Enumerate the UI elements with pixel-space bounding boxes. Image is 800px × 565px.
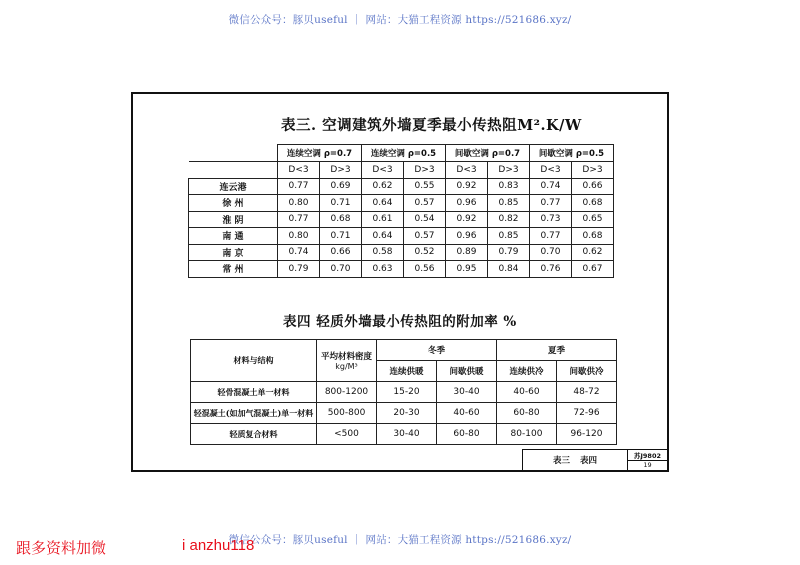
table-row <box>191 403 617 424</box>
city-cell: 连云港 <box>189 178 278 195</box>
value-cell: 0.85 <box>488 195 530 212</box>
value-cell: 0.62 <box>362 178 404 195</box>
subheader-cell: 间歇供冷 <box>557 361 617 382</box>
value-cell: 0.74 <box>278 244 320 261</box>
subheader-cell: 连续供冷 <box>497 361 557 382</box>
table-row <box>189 178 614 195</box>
value-cell: 0.68 <box>320 211 362 228</box>
value-cell: 0.64 <box>362 195 404 212</box>
table3-subheader: D<3 <box>530 162 572 179</box>
table-row <box>189 261 614 278</box>
table-row <box>191 382 617 403</box>
value-cell: 15-20 <box>377 382 437 403</box>
value-cell: 0.66 <box>320 244 362 261</box>
value-cell: 60-80 <box>497 403 557 424</box>
table-row <box>189 195 614 212</box>
table3-group-header: 间歇空调 ρ=0.5 <box>530 145 614 162</box>
density-cell: 500-800 <box>317 403 377 424</box>
value-cell: 80-100 <box>497 424 557 445</box>
value-cell: 0.80 <box>278 195 320 212</box>
table3-subheader: D<3 <box>362 162 404 179</box>
value-cell: 0.74 <box>530 178 572 195</box>
density-label: 平均材料密度 <box>320 352 372 362</box>
value-cell: 0.79 <box>278 261 320 278</box>
city-cell: 常 州 <box>189 261 278 278</box>
value-cell: 0.63 <box>362 261 404 278</box>
value-cell: 48-72 <box>557 382 617 403</box>
value-cell: 0.54 <box>404 211 446 228</box>
title-block-labels <box>523 450 628 470</box>
value-cell: 0.70 <box>530 244 572 261</box>
value-cell: 0.92 <box>446 178 488 195</box>
value-cell: 0.69 <box>320 178 362 195</box>
value-cell: 0.80 <box>278 228 320 245</box>
value-cell: 30-40 <box>377 424 437 445</box>
table-row <box>189 244 614 261</box>
value-cell: 0.84 <box>488 261 530 278</box>
table3-group-header: 间歇空调 ρ=0.7 <box>446 145 530 162</box>
value-cell: 0.77 <box>278 178 320 195</box>
table-row <box>189 228 614 245</box>
value-cell: 0.77 <box>278 211 320 228</box>
density-cell: 800-1200 <box>317 382 377 403</box>
value-cell: 96-120 <box>557 424 617 445</box>
value-cell: 0.61 <box>362 211 404 228</box>
city-cell: 淮 阴 <box>189 211 278 228</box>
value-cell: 20-30 <box>377 403 437 424</box>
city-cell: 南 京 <box>189 244 278 261</box>
contact-id: i anzhu118 <box>182 537 255 554</box>
value-cell: 0.96 <box>446 195 488 212</box>
value-cell: 0.67 <box>572 261 614 278</box>
material-cell: 轻质复合材料 <box>191 424 317 445</box>
value-cell: 0.64 <box>362 228 404 245</box>
table4 <box>190 339 617 445</box>
table4-title: 表四 轻质外墙最小传热阻的附加率 % <box>283 314 517 330</box>
value-cell: 0.85 <box>488 228 530 245</box>
table-row <box>189 211 614 228</box>
title-block-label: 表三 <box>552 456 570 466</box>
title-block <box>522 449 667 470</box>
table3-corner <box>189 145 278 162</box>
table3-title: 表三. 空调建筑外墙夏季最小传热阻M².K/W <box>281 117 582 134</box>
value-cell: 40-60 <box>497 382 557 403</box>
summer-header: 夏季 <box>497 340 617 361</box>
value-cell: 0.56 <box>404 261 446 278</box>
density-header <box>317 340 377 382</box>
value-cell: 0.76 <box>530 261 572 278</box>
value-cell: 0.57 <box>404 195 446 212</box>
value-cell: 0.57 <box>404 228 446 245</box>
value-cell: 72-96 <box>557 403 617 424</box>
value-cell: 0.55 <box>404 178 446 195</box>
density-cell: <500 <box>317 424 377 445</box>
table3-subheader: D>3 <box>320 162 362 179</box>
value-cell: 0.77 <box>530 195 572 212</box>
winter-header: 冬季 <box>377 340 497 361</box>
value-cell: 0.96 <box>446 228 488 245</box>
table3 <box>188 144 614 278</box>
drawing-sheet <box>131 92 669 472</box>
value-cell: 0.71 <box>320 228 362 245</box>
value-cell: 0.71 <box>320 195 362 212</box>
value-cell: 0.95 <box>446 261 488 278</box>
contact-note: 跟多资料加微 <box>16 539 107 557</box>
title-block-label: 表四 <box>580 456 598 466</box>
value-cell: 0.52 <box>404 244 446 261</box>
value-cell: 0.89 <box>446 244 488 261</box>
subheader-cell: 间歇供暖 <box>437 361 497 382</box>
watermark-bottom: 微信公众号：豚贝useful ｜ 网站：大猫工程资源 https://521686.xyz/ <box>228 534 572 546</box>
material-header: 材料与结构 <box>191 340 317 382</box>
city-cell: 南 通 <box>189 228 278 245</box>
table3-subheader: D<3 <box>278 162 320 179</box>
density-unit: kg/M³ <box>335 362 358 371</box>
value-cell: 0.77 <box>530 228 572 245</box>
material-cell: 轻骨混凝土单一材料 <box>191 382 317 403</box>
value-cell: 0.58 <box>362 244 404 261</box>
value-cell: 0.83 <box>488 178 530 195</box>
table3-group-header: 连续空调 ρ=0.5 <box>362 145 446 162</box>
table3-subheader: D>3 <box>404 162 446 179</box>
table-row <box>191 424 617 445</box>
value-cell: 60-80 <box>437 424 497 445</box>
page-number: 19 <box>643 461 652 469</box>
value-cell: 0.62 <box>572 244 614 261</box>
table3-subheader: D>3 <box>572 162 614 179</box>
value-cell: 0.82 <box>488 211 530 228</box>
value-cell: 0.68 <box>572 195 614 212</box>
value-cell: 0.73 <box>530 211 572 228</box>
subheader-cell: 连续供暖 <box>377 361 437 382</box>
table3-subheader: D<3 <box>446 162 488 179</box>
table3-corner <box>189 162 278 179</box>
value-cell: 40-60 <box>437 403 497 424</box>
value-cell: 0.70 <box>320 261 362 278</box>
value-cell: 0.79 <box>488 244 530 261</box>
drawing-code: 苏J9802 <box>628 450 667 461</box>
value-cell: 0.66 <box>572 178 614 195</box>
value-cell: 0.65 <box>572 211 614 228</box>
value-cell: 0.68 <box>572 228 614 245</box>
watermark-top: 微信公众号：豚贝useful ｜ 网站：大猫工程资源 https://521686.xyz/ <box>228 14 572 26</box>
table3-group-header: 连续空调 ρ=0.7 <box>278 145 362 162</box>
value-cell: 0.92 <box>446 211 488 228</box>
value-cell: 30-40 <box>437 382 497 403</box>
city-cell: 徐 州 <box>189 195 278 212</box>
material-cell: 轻混凝土(如加气混凝土)单一材料 <box>191 403 317 424</box>
table3-subheader: D>3 <box>488 162 530 179</box>
